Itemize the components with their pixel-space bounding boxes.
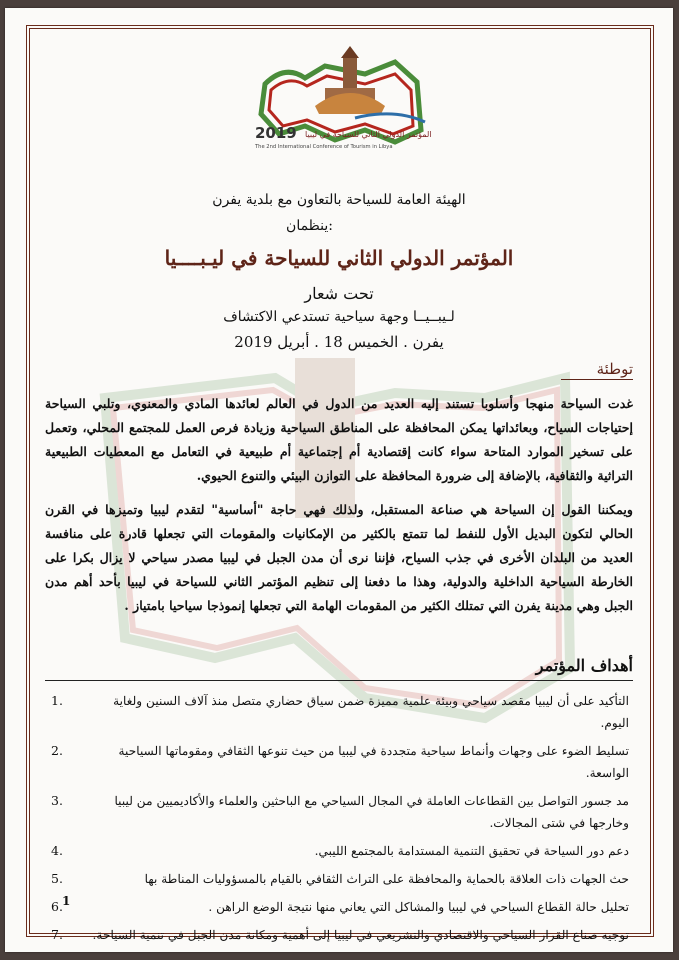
goal-text: توجيه صناع القرار السياحي والاقتصادي والتشريعي في ليبيا إلى أهمية ومكانة مدن الجبل في تنمية السياحة. (92, 928, 629, 942)
goal-item (45, 924, 633, 946)
goal-number: 5. (51, 871, 63, 886)
goal-text: حث الجهات ذات العلاقة بالحماية والمحافظة على التراث الثقافي بالقيام بالمسؤوليات المناطة بها (144, 872, 629, 886)
organize-label: ينظمان: (286, 218, 333, 234)
intro-paragraph-1: غدت السياحة منهجا وأسلوبا تستند إليه العديد من الدول في العالم لعائدها المادي والمعنوي، وتلبي السياحة إحتياجات السياح، وبعائداتها يمكن المحافظة على المناطق السياحية وزيادة فرص العمل للمجتمع المحلي، وتعمل على تسخير الموارد المتاحة سواء كانت إقتصادية أم إجتماعية أم طبيعية في التعامل مع المعطيات الطبيعية التراثية والثقافية، بالإضافة إلى ضرورة المحافظة على التوازن البيئي والتنوع الحيوي. (45, 396, 633, 483)
goal-item (45, 868, 633, 890)
logo-year: 2019 (255, 124, 297, 142)
goal-number: 3. (51, 793, 63, 808)
conference-title: المؤتمر الدولي الثاني للسياحة في ليـبــــيا (164, 246, 514, 270)
goal-text: تسليط الضوء على وجهات وأنماط سياحية متجددة في ليبيا من حيث تنوعها الثقافي ومقوماتها السياحية الواسعة. (118, 744, 629, 780)
intro-paragraph-2: ويمكننا القول إن السياحة هي صناعة المستقبل، ولذلك فهي حاجة "أساسية" لتقدم ليبيا وتميزها في القرن الحالي لتكون البديل الأول للنفط لما تتمتع بالكثير من الإمكانيات والمقومات التي تجعلها قادرة على منافسة العديد من البلدان الأخرى في جذب السياح، فإننا نرى أن مدن الجبل في ليبيا مصدر سياحي لا يزال بكرا على الخارطة السياحية الداخلية والدولية، وهذا ما دفعنا إلى تنظيم المؤتمر الثاني للسياحة في ليبيا بأحد أهم مدن الجبل وهي مدينة يفرن التي تمتلك الكثير من المقومات الهامة التي تجعلها إنموذجا سياحيا بامتياز . (45, 502, 633, 613)
organizer-line: الهيئة العامة للسياحة بالتعاون مع بلدية يفرن (212, 192, 466, 208)
logo-arabic-name: المؤتمر الدولي الثاني للسياحة في ليبيا (305, 130, 432, 139)
goal-text: تحليل حالة القطاع السياحي في ليبيا والمشاكل التي يعاني منها نتيجة الوضع الراهن . (208, 900, 629, 914)
goal-text: دعم دور السياحة في تحقيق التنمية المستدامة بالمجتمع الليبي. (314, 844, 629, 858)
goal-item (45, 740, 633, 784)
goal-item (45, 690, 633, 734)
goal-number: 1. (51, 693, 63, 708)
intro-heading: توطئة (561, 360, 633, 380)
under-slogan-label: تحت شعار (304, 284, 374, 303)
goal-item (45, 840, 633, 862)
slogan: لـيبــيــا وجهة سياحية تستدعي الاكتشاف (223, 309, 455, 325)
event-date: يفرن . الخميس 18 . أبريل 2019 (234, 333, 444, 351)
goal-number: 7. (51, 927, 63, 942)
goals-list (45, 690, 633, 952)
logo-english-name: The 2nd International Conference of Tourism in Libya (255, 144, 393, 150)
goal-number: 4. (51, 843, 63, 858)
goal-number: 2. (51, 743, 63, 758)
goal-number: 6. (51, 899, 63, 914)
goal-text: مد جسور التواصل بين القطاعات العاملة في المجال السياحي مع الباحثين والعلماء والأكاديميين من ليبيا وخارجها في شتى المجالات. (114, 794, 629, 830)
goal-item (45, 896, 633, 918)
page-number: 1 (62, 894, 71, 908)
goals-heading: أهداف المؤتمر (535, 656, 633, 675)
goal-item (45, 790, 633, 834)
goals-divider (45, 680, 633, 681)
document-page (5, 8, 673, 952)
goal-text: التأكيد على أن ليبيا مقصد سياحي وبيئة علمية مميزة ضمن سياق حضاري متصل منذ آلاف السنين ولغاية اليوم. (113, 694, 629, 730)
